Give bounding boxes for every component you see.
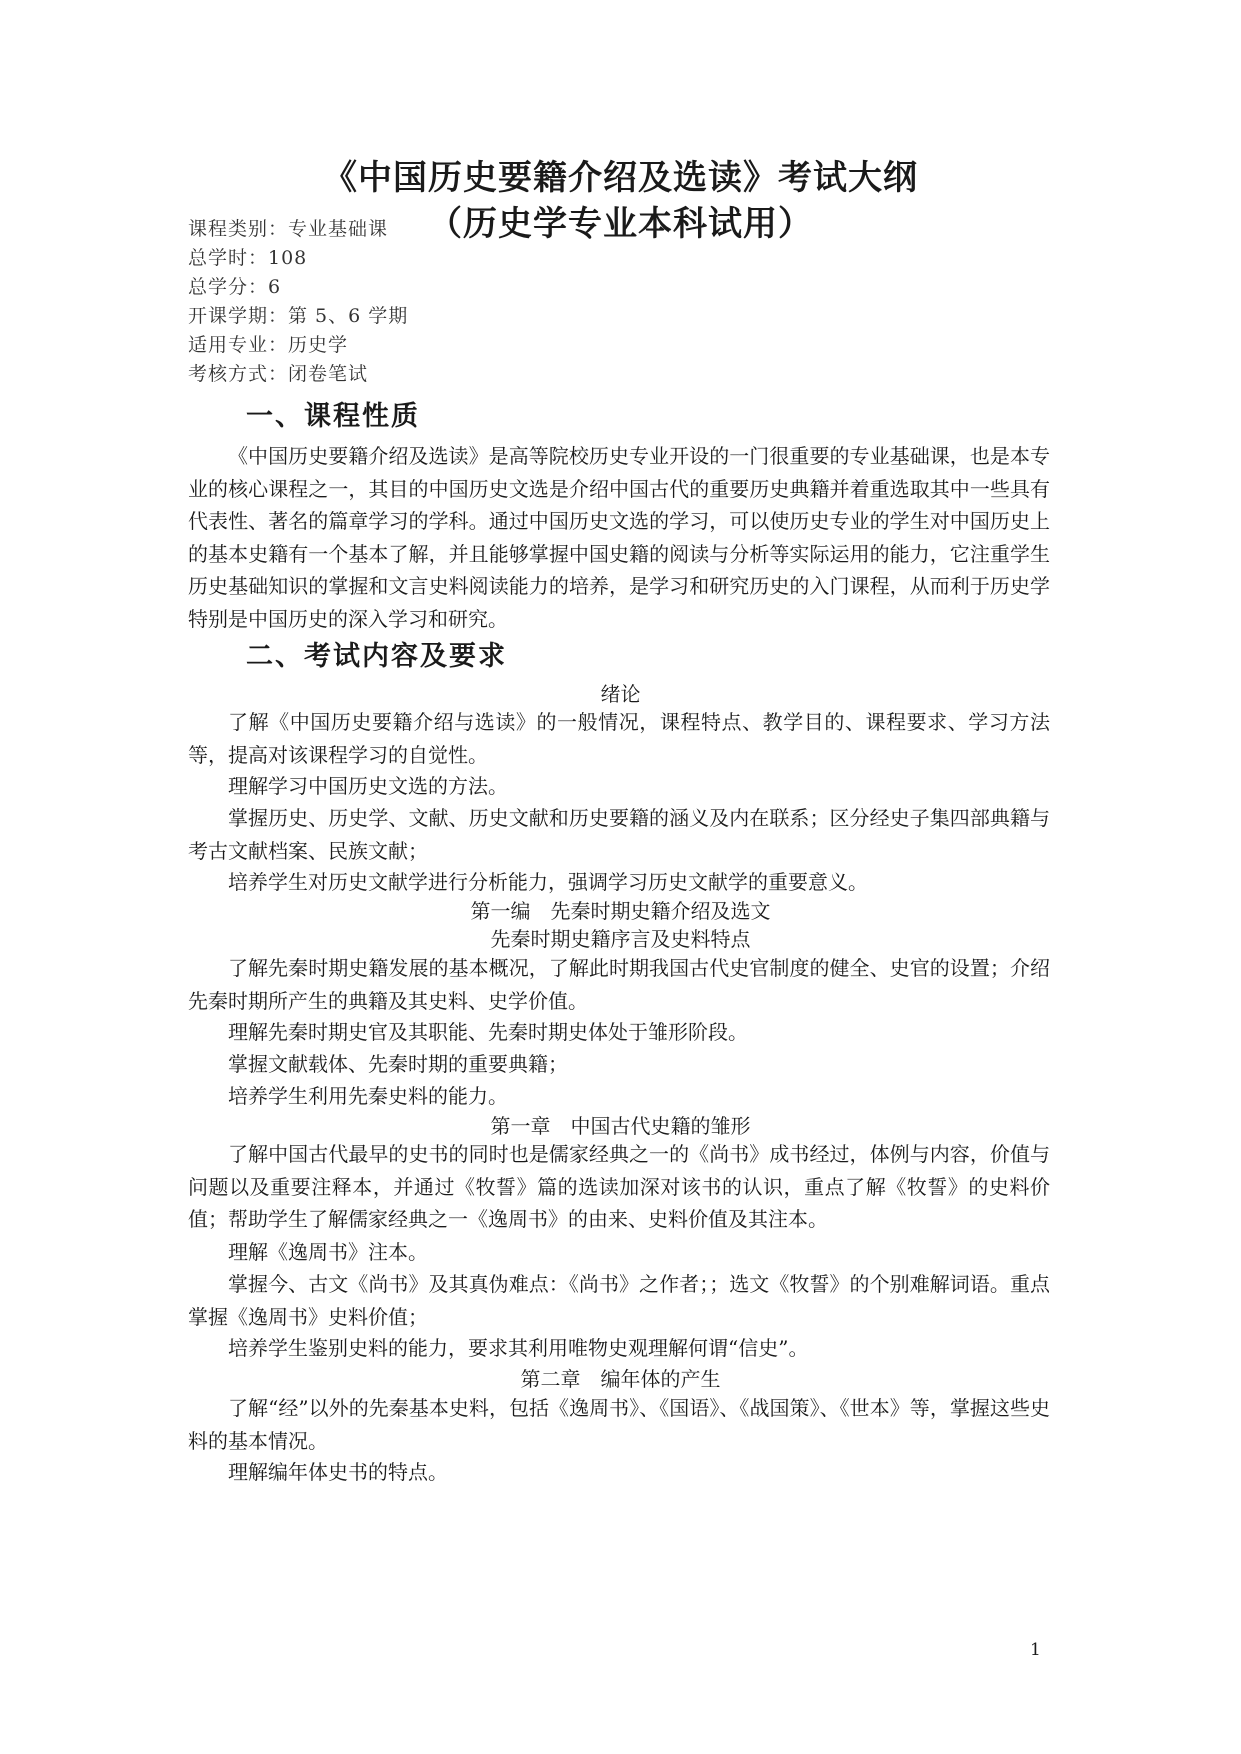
chapter1-title: 第一章 中国古代史籍的雏形 [490,1114,751,1138]
meta-total-hours: 总学时：108 [188,247,308,269]
part1-paragraph-3: 掌握文献载体、先秦时期的重要典籍； [228,1052,568,1076]
chapter1-paragraph-2: 理解《逸周书》注本。 [228,1240,428,1264]
section-heading-course-nature: 一、课程性质 [246,401,420,432]
meta-major: 适用专业：历史学 [188,334,349,356]
page-number: 1 [1030,1640,1041,1660]
meta-assessment: 考核方式：闭卷笔试 [188,363,369,385]
intro-paragraph-2: 理解学习中国历史文选的方法。 [228,774,508,798]
chapter1-paragraph-3: 掌握今、古文《尚书》及其真伪难点：《尚书》之作者；；选文《牧誓》的个别难解词语。重点掌握《逸周书》史料价值； [188,1272,1050,1329]
intro-paragraph-4: 培养学生对历史文献学进行分析能力，强调学习历史文献学的重要意义。 [228,870,868,894]
chapter1-paragraph-1: 了解中国古代最早的史书的同时也是儒家经典之一的《尚书》成书经过，体例与内容，价值与问题以及重要注释本，并通过《牧誓》篇的选读加深对该书的认识，重点了解《牧誓》的史料价值；帮助学生了解儒家经典之一《逸周书》的由来、史料价值及其注本。 [188,1142,1050,1232]
meta-credits: 总学分：6 [188,276,282,298]
document-subtitle: （历史学专业本科试用） [428,204,813,244]
chapter2-paragraph-2: 理解编年体史书的特点。 [228,1460,448,1484]
part1-title: 第一编 先秦时期史籍介绍及选文 [470,899,771,923]
chapter2-paragraph-1: 了解“经”以外的先秦基本史料，包括《逸周书》、《国语》、《战国策》、《世本》等，掌握这些史料的基本情况。 [188,1396,1050,1453]
intro-title: 绪论 [600,682,641,706]
meta-course-type: 课程类别：专业基础课 [188,218,389,240]
chapter2-title: 第二章 编年体的产生 [520,1367,721,1391]
course-nature-paragraph: 《中国历史要籍介绍及选读》是高等院校历史专业开设的一门很重要的专业基础课，也是本专业的核心课程之一，其目的中国历史文选是介绍中国古代的重要历史典籍并着重选取其中一些具有代表性、著名的篇章学习的学科。通过中国历史文选的学习，可以使历史专业的学生对中国历史上的基本史籍有一个基本了解，并且能够掌握中国史籍的阅读与分析等实际运用的能力，它注重学生历史基础知识的掌握和文言史料阅读能力的培养，是学习和研究历史的入门课程，从而利于历史学特别是中国历史的深入学习和研究。 [188,444,1050,631]
part1-paragraph-1: 了解先秦时期史籍发展的基本概况，了解此时期我国古代史官制度的健全、史官的设置；介绍先秦时期所产生的典籍及其史料、史学价值。 [188,956,1050,1013]
part1-paragraph-4: 培养学生利用先秦史料的能力。 [228,1084,508,1108]
chapter1-paragraph-4: 培养学生鉴别史料的能力，要求其利用唯物史观理解何谓“信史”。 [228,1336,809,1360]
intro-paragraph-1: 了解《中国历史要籍介绍与选读》的一般情况，课程特点、教学目的、课程要求、学习方法等，提高对该课程学习的自觉性。 [188,710,1050,767]
part1-subtitle: 先秦时期史籍序言及史料特点 [490,927,751,951]
section-heading-exam-content: 二、考试内容及要求 [246,641,507,672]
document-title: 《中国历史要籍介绍及选读》考试大纲 [323,158,918,198]
intro-paragraph-3: 掌握历史、历史学、文献、历史文献和历史要籍的涵义及内在联系；区分经史子集四部典籍与考古文献档案、民族文献； [188,806,1050,863]
meta-semester: 开课学期：第 5、6 学期 [188,305,409,327]
part1-paragraph-2: 理解先秦时期史官及其职能、先秦时期史体处于雏形阶段。 [228,1020,748,1044]
